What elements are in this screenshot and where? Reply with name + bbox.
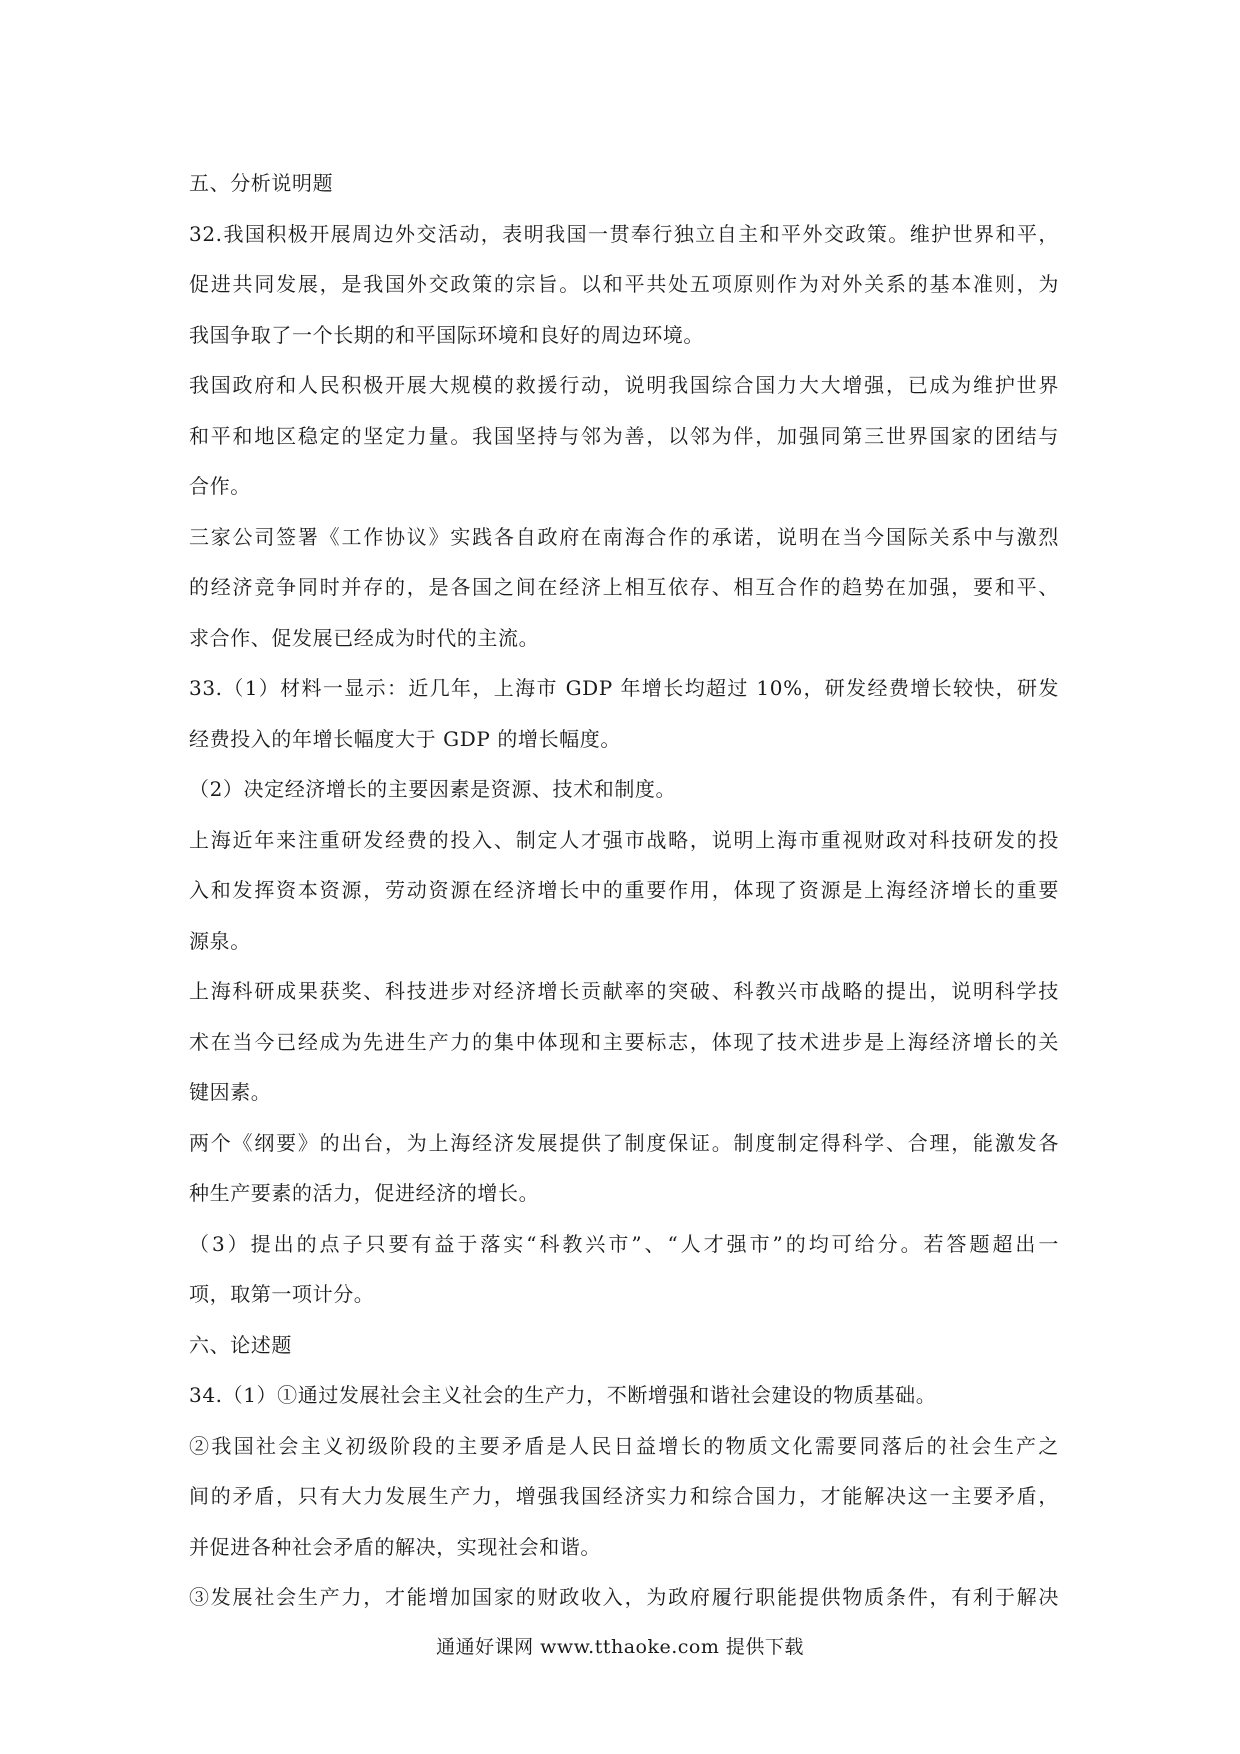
text-line: 种生产要素的活力，促进经济的增长。 bbox=[189, 1181, 540, 1205]
text-line: 34.（1）①通过发展社会主义社会的生产力，不断增强和谐社会建设的物质基础。 bbox=[189, 1383, 937, 1407]
document-body bbox=[189, 158, 1059, 1623]
text-line: 合作。 bbox=[189, 474, 251, 498]
text-line: 上海近年来注重研发经费的投入、制定人才强市战略，说明上海市重视财政对科技研发的投 bbox=[189, 827, 1059, 852]
text-line: 并促进各种社会矛盾的解决，实现社会和谐。 bbox=[189, 1534, 601, 1559]
text-line: （3）提出的点子只要有益于落实“科教兴市”、“人才强市”的均可给分。若答题超出一 bbox=[189, 1231, 1059, 1256]
text-line: 的经济竞争同时并存的，是各国之间在经济上相互依存、相互合作的趋势在加强，要和平、 bbox=[189, 575, 1059, 599]
text-line: （2）决定经济增长的主要因素是资源、技术和制度。 bbox=[189, 777, 677, 801]
text-line: 我国政府和人民积极开展大规模的救援行动，说明我国综合国力大大增强，已成为维护世界 bbox=[189, 373, 1059, 397]
text-line: 32.我国积极开展周边外交活动，表明我国一贯奉行独立自主和平外交政策。维护世界和平， bbox=[189, 221, 1059, 246]
text-line: 促进共同发展，是我国外交政策的宗旨。以和平共处五项原则作为对外关系的基本准则，为 bbox=[189, 272, 1059, 296]
text-line: 键因素。 bbox=[189, 1080, 272, 1104]
text-line: 入和发挥资本资源，劳动资源在经济增长中的重要作用，体现了资源是上海经济增长的重要 bbox=[189, 878, 1059, 902]
text-line: 间的矛盾，只有大力发展生产力，增强我国经济实力和综合国力，才能解决这一主要矛盾， bbox=[189, 1484, 1059, 1508]
text-line: 求合作、促发展已经成为时代的主流。 bbox=[189, 625, 540, 650]
text-line: 三家公司签署《工作协议》实践各自政府在南海合作的承诺，说明在当今国际关系中与激烈 bbox=[189, 524, 1059, 549]
text-line: ②我国社会主义初级阶段的主要矛盾是人民日益增长的物质文化需要同落后的社会生产之 bbox=[189, 1433, 1059, 1458]
text-line: 源泉。 bbox=[189, 928, 251, 953]
text-line: ③发展社会生产力，才能增加国家的财政收入，为政府履行职能提供物质条件，有利于解决 bbox=[189, 1585, 1059, 1609]
text-line: 33.（1）材料一显示：近几年，上海市 GDP 年增长均超过 10%，研发经费增长较快，研发 bbox=[189, 676, 1059, 700]
text-line: 项，取第一项计分。 bbox=[189, 1282, 375, 1306]
text-line: 六、论述题 bbox=[189, 1332, 292, 1357]
text-line: 和平和地区稳定的坚定力量。我国坚持与邻为善，以邻为伴，加强同第三世界国家的团结与 bbox=[189, 423, 1059, 448]
text-line: 术在当今已经成为先进生产力的集中体现和主要标志，体现了技术进步是上海经济增长的关 bbox=[189, 1029, 1059, 1054]
text-line: 五、分析说明题 bbox=[189, 171, 334, 195]
text-line: 两个《纲要》的出台，为上海经济发展提供了制度保证。制度制定得科学、合理，能激发各 bbox=[189, 1130, 1059, 1155]
text-line: 我国争取了一个长期的和平国际环境和良好的周边环境。 bbox=[189, 322, 704, 347]
text-line: 经费投入的年增长幅度大于 GDP 的增长幅度。 bbox=[189, 726, 621, 751]
text-line: 上海科研成果获奖、科技进步对经济增长贡献率的突破、科教兴市战略的提出，说明科学技 bbox=[189, 979, 1059, 1003]
page-footer: 通通好课网 www.tthaoke.com 提供下载 bbox=[436, 1636, 804, 1658]
